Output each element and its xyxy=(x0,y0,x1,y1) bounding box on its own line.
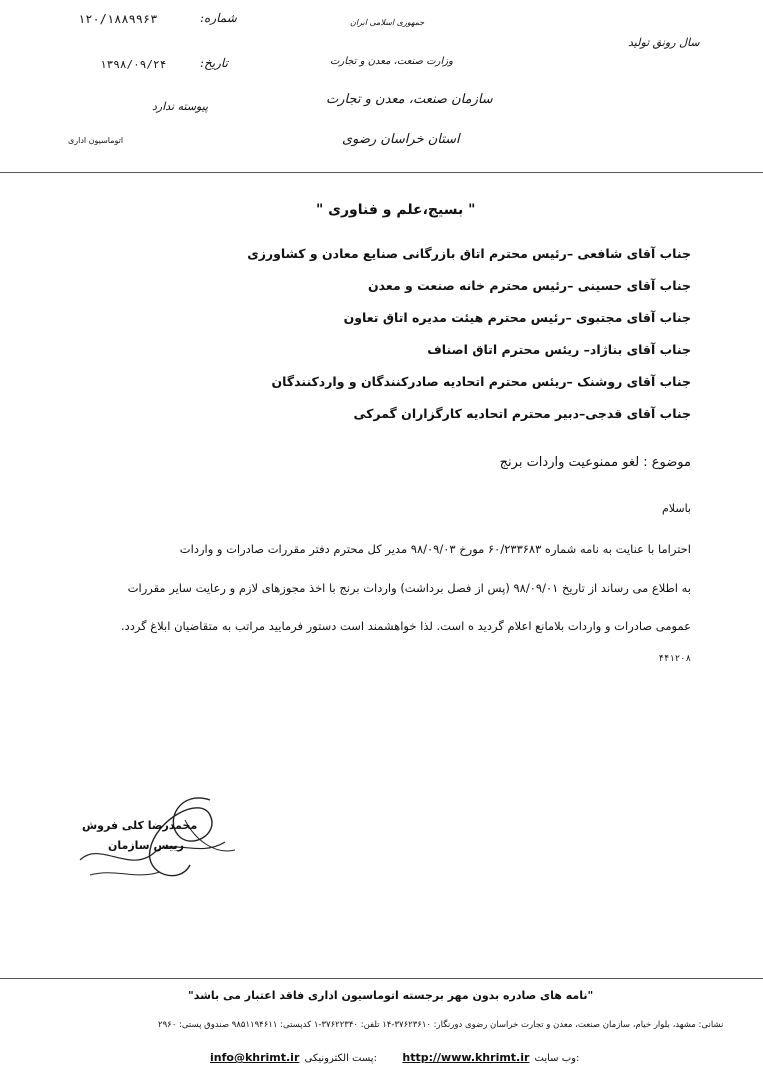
website-label: وب سایت: xyxy=(534,1053,580,1064)
recipient-line: جناب آقای حسینی –رئیس محترم خانه صنعت و معدن xyxy=(368,278,691,293)
body-line: احتراما با عنایت به نامه شماره ۶۰/۲۳۳۶۸۳ مورخ ۹۸/۰۹/۰۳ مدیر کل محترم دفتر مقررات صادرات و واردات xyxy=(179,542,691,556)
footer-disclaimer: "نامه های صادره بدون مهر برجسته اتوماسیون اداری فاقد اعتبار می باشد" xyxy=(188,989,594,1002)
website-link[interactable]: http://www.khrimt.ir xyxy=(402,1051,530,1064)
footer-address: نشانی: مشهد، بلوار خیام، سازمان صنعت، معدن و تجارت خراسان رضوی دورنگار: ۳۷۶۲۳۶۱۰-۱۴ تلفن: ۳۷۶۲۲۳۴۰-۱ کدپستی: ۹۸۵۱۱۹۴۶۱۱ صندوق پستی: ۲۹۶۰ xyxy=(158,1020,724,1030)
organization-label: سازمان صنعت، معدن و تجارت xyxy=(326,92,493,107)
letter-date-label: تاریخ: xyxy=(200,56,228,70)
footer-divider xyxy=(0,978,763,979)
attachment-label: پیوسته ندارد xyxy=(152,100,209,113)
footer-contacts xyxy=(210,1046,579,1065)
signatory-title: رییس سازمان xyxy=(108,839,184,852)
ministry-label: وزارت صنعت، معدن و تجارت xyxy=(330,56,453,67)
automation-note: اتوماسیون اداری xyxy=(68,136,124,145)
recipient-line: جناب آقای روشنک –ریئس محترم اتحادیه صادرکنندگان و واردکنندگان xyxy=(271,374,691,389)
province-label: استان خراسان رضوی xyxy=(342,132,460,147)
recipient-line: جناب آقای مجتبوی –رئیس محترم هیئت مدیره اتاق تعاون xyxy=(343,310,691,325)
body-line: به اطلاع می رساند از تاریخ ۹۸/۰۹/۰۱ (پس از فصل برداشت) واردات برنج با اخذ مجوزهای لازم و رعایت سایر مقررات xyxy=(127,581,691,595)
signatory-name: محمدرضا کلی فروش xyxy=(82,819,198,832)
letter-number-label: شماره: xyxy=(200,11,237,25)
letter-number: ۱۲۰/۱۸۸۹۹۶۳ xyxy=(78,12,158,26)
reference-code: ۴۴۱۲۰۸ xyxy=(658,654,691,664)
email-label: پست الکترونیکی: xyxy=(304,1053,377,1064)
recipient-line: جناب آقای شافعی –رئیس محترم اتاق بازرگانی صنایع معادن و کشاورزی xyxy=(247,246,691,261)
recipient-line: جناب آقای قدجی–دبیر محترم اتحادیه کارگزاران گمرکی xyxy=(353,406,691,421)
recipient-line: جناب آقای بناژاد– ریئس محترم اتاق اصناف xyxy=(427,342,691,357)
body-line: عمومی صادرات و واردات بلامانع اعلام گردید ه است. لذا خواهشمند است دستور فرمایید مراتب به متقاضیان ابلاغ گردد. xyxy=(120,619,691,633)
letter-subject: موضوع : لغو ممنوعیت واردات برنج xyxy=(499,455,691,470)
letter-date: ۱۳۹۸/۰۹/۲۴ xyxy=(100,58,167,71)
email-link[interactable]: info@khrimt.ir xyxy=(210,1051,300,1064)
header-divider xyxy=(0,172,763,173)
slogan: " بسیج،علم و فناوری " xyxy=(316,202,476,218)
greeting: باسلام xyxy=(661,502,691,515)
year-motto: سال رونق تولید xyxy=(628,36,700,49)
republic-label: جمهوری اسلامی ایران xyxy=(350,18,425,27)
